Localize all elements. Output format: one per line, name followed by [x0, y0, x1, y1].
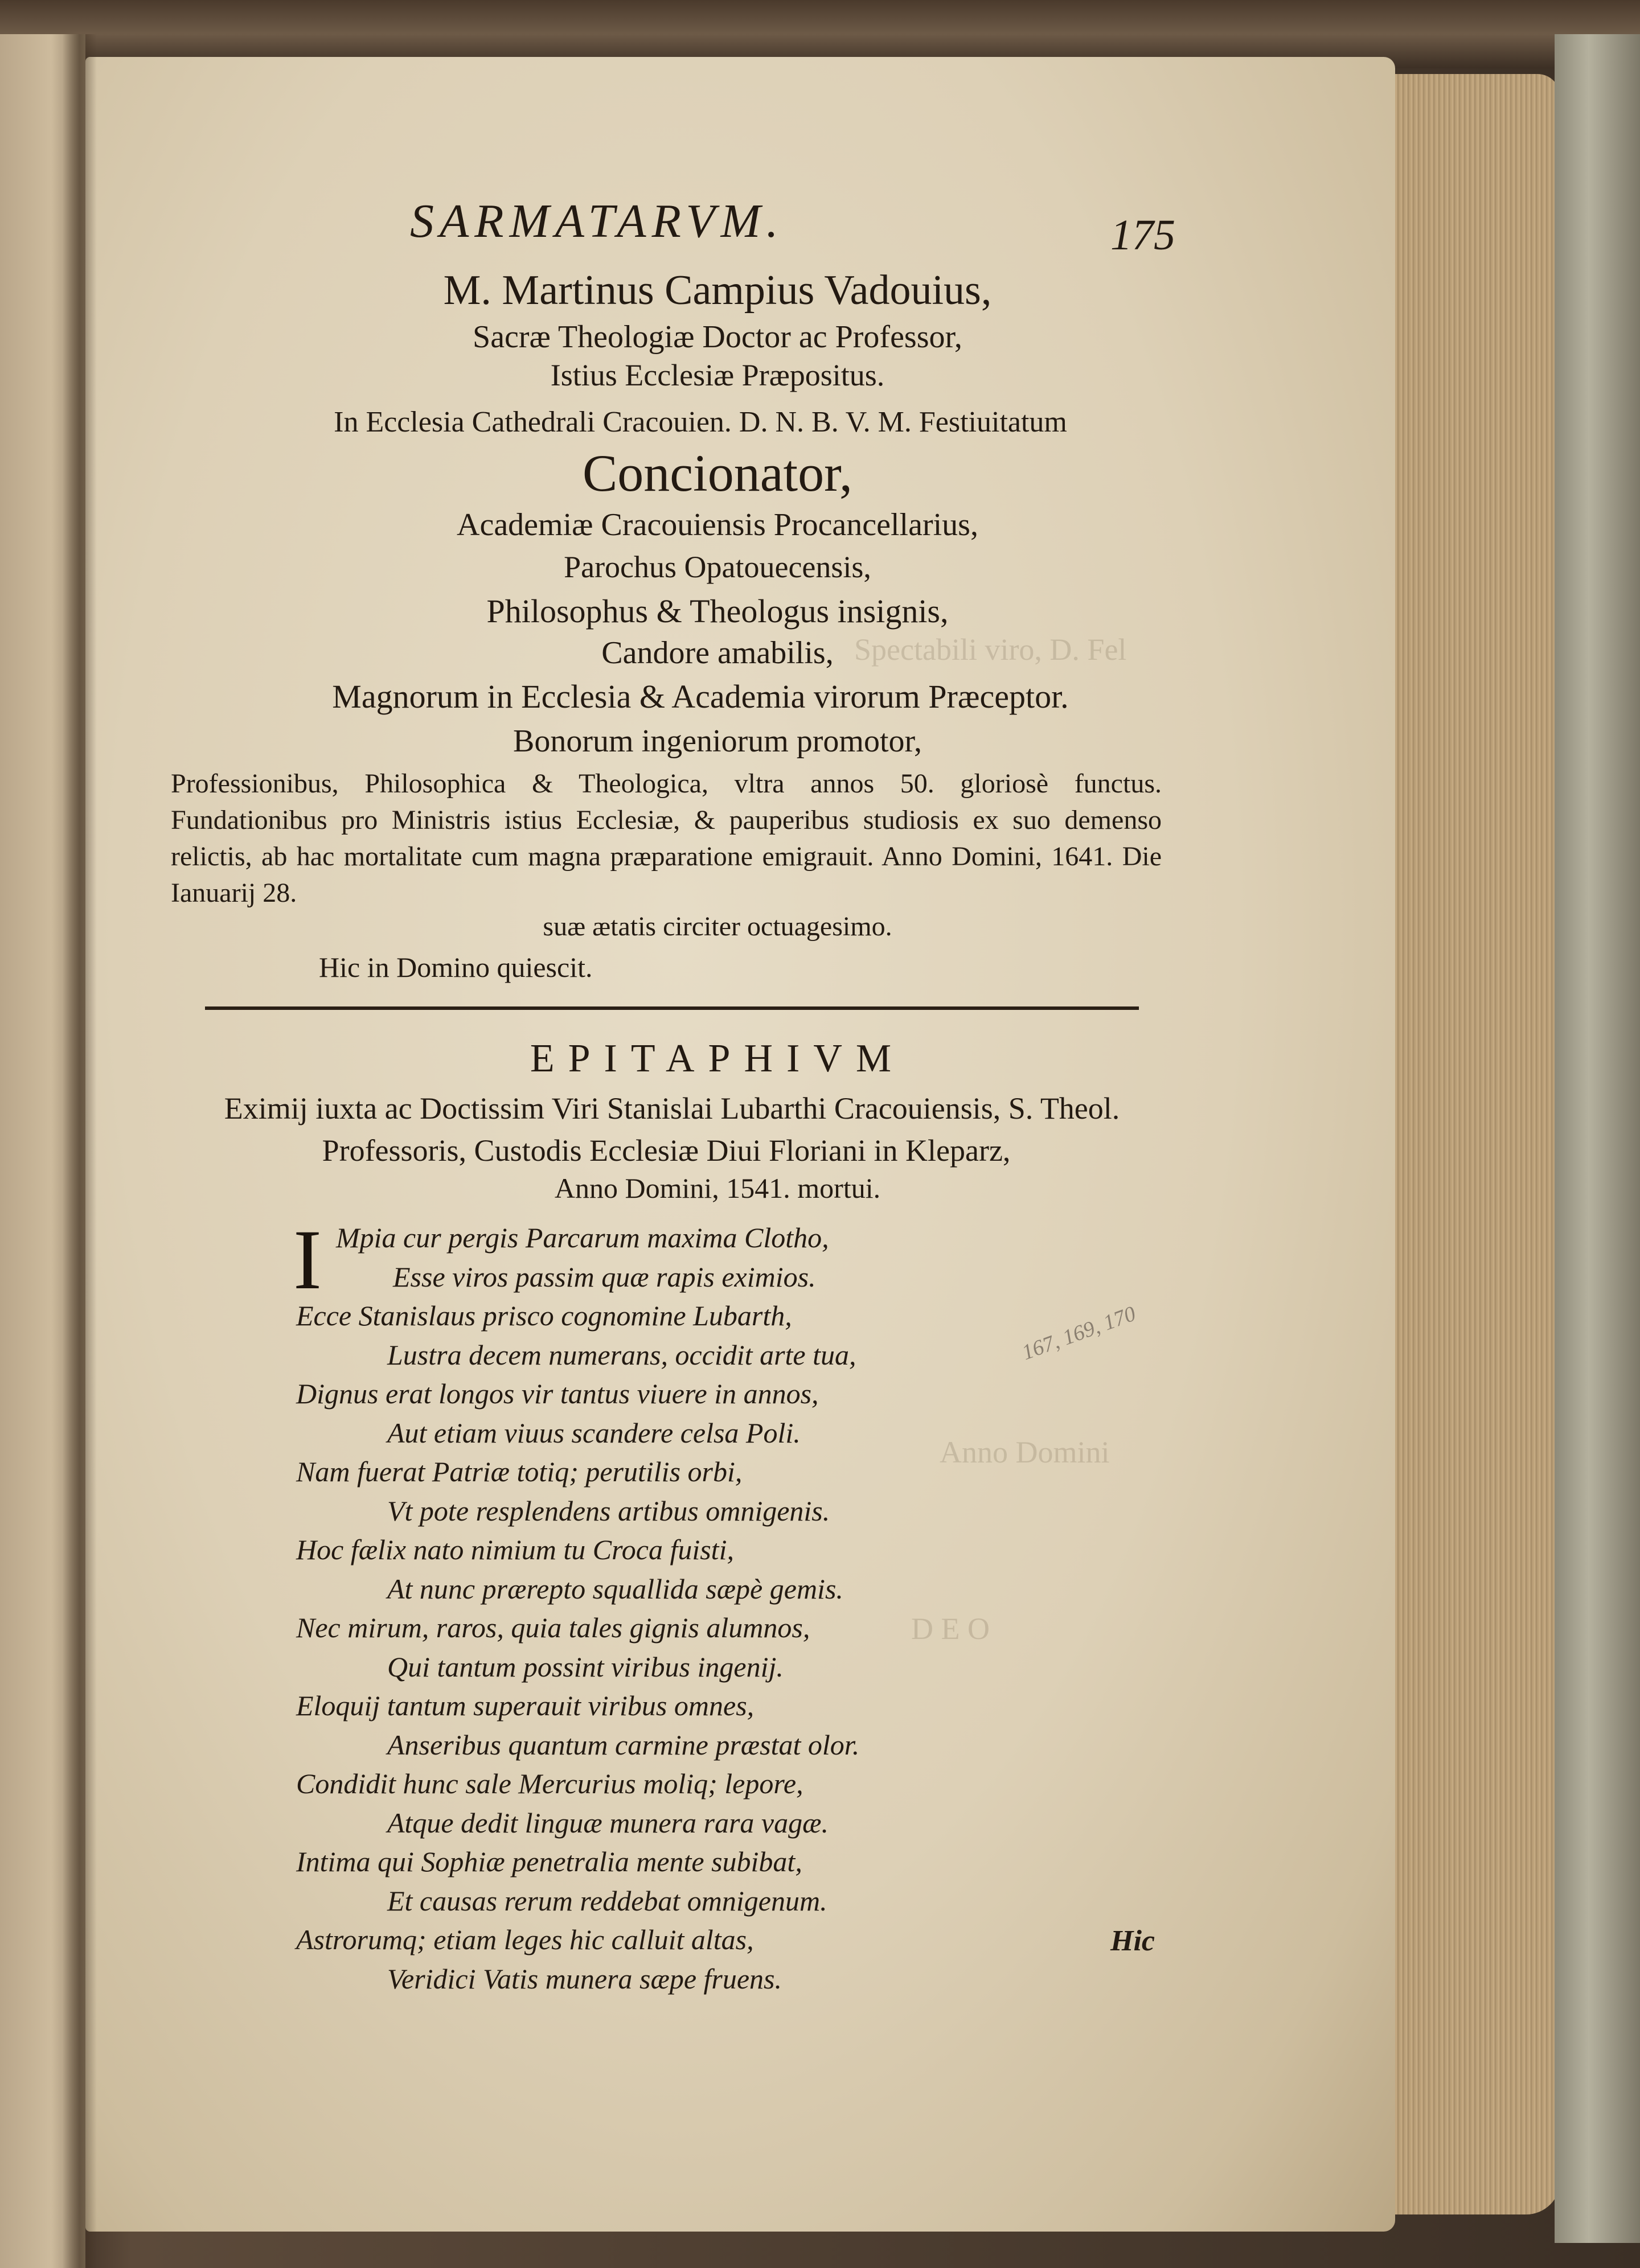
page-number: 175	[1110, 211, 1175, 259]
show-through-text: Anno Domini	[940, 1435, 1110, 1469]
poem-line: Anseribus quantum carmine præstat olor.	[387, 1728, 860, 1761]
poem-line: Et causas rerum reddebat omnigenum.	[387, 1884, 827, 1917]
epitaph-title: EPITAPHIVM	[530, 1037, 905, 1080]
poem-line: Vt pote resplendens artibus omnigenis.	[387, 1494, 830, 1527]
epitaph-intro-line: Eximij iuxta ac Doctissim Viri Stanislai Lubarthi Cracouiensis, S. Theol.	[224, 1091, 1120, 1125]
poem-line: At nunc prærepto squallida sæpè gemis.	[387, 1572, 843, 1605]
show-through-text: D E O	[911, 1612, 990, 1646]
poem-line: Veridici Vatis munera sæpe fruens.	[387, 1962, 782, 1995]
heading-line: In Ecclesia Cathedrali Cracouien. D. N. B. V. M. Festiuitatum	[334, 406, 1067, 438]
heading-line: Philosophus & Theologus insignis,	[486, 593, 949, 630]
heading-line: Magnorum in Ecclesia & Academia virorum Præceptor.	[332, 678, 1069, 715]
poem-line: Lustra decem numerans, occidit arte tua,	[387, 1338, 856, 1371]
poem-line: Atque dedit linguæ munera rara vagæ.	[387, 1806, 829, 1839]
epitaph-intro-line: Anno Domini, 1541. mortui.	[554, 1172, 881, 1204]
pencil-annotation: 167, 169, 170	[1019, 1301, 1139, 1365]
poem-line: Dignus erat longos vir tantus viuere in annos,	[296, 1378, 819, 1410]
poem-line: Intima qui Sophiæ penetralia mente subibat,	[296, 1846, 802, 1877]
heading-line: Parochus Opatouecensis,	[564, 550, 871, 584]
heading-line: Academiæ Cracouiensis Procancellarius,	[457, 507, 978, 543]
poem-line: Esse viros passim quæ rapis eximios.	[393, 1260, 816, 1293]
book-gutter-shadow	[63, 34, 97, 2268]
heading-line: M. Martinus Campius Vadouius,	[443, 267, 992, 314]
closing-line: Hic in Domino quiescit.	[319, 951, 593, 983]
heading-line: Istius Ecclesiæ Præpositus.	[550, 358, 885, 392]
heading-line: Bonorum ingeniorum promotor,	[513, 724, 922, 759]
poem-line: Nam fuerat Patriæ totiq; perutilis orbi,	[296, 1456, 743, 1488]
heading-line: Sacræ Theologiæ Doctor ac Professor,	[473, 319, 962, 355]
poem-line: Astrorumq; etiam leges hic calluit altas,	[296, 1924, 754, 1955]
epitaph-poem	[296, 1218, 1150, 1998]
page-fore-edge	[1389, 74, 1560, 2214]
poem-line: Mpia cur pergis Parcarum maxima Clotho,	[336, 1222, 829, 1254]
section-divider	[205, 1006, 1139, 1010]
poem-line: Hoc fælix nato nimium tu Croca fuisti,	[296, 1534, 734, 1566]
poem-line: Eloquij tantum superauit viribus omnes,	[296, 1690, 755, 1721]
biography-paragraph: Professionibus, Philosophica & Theologica, vltra annos 50. gloriosè functus. Fundationibus pro Ministris istius Ecclesiæ, & pauperibus studiosis ex suo demenso relictis, ab hac mortalitate cum magna præparatione emigrauit. Anno Domini, 1641. Die Ianuarij 28.	[171, 769, 1162, 908]
poem-line: Condidit hunc sale Mercurius moliq; lepore,	[296, 1768, 803, 1799]
book-cover-edge	[1555, 34, 1640, 2243]
poem-line: Ecce Stanislaus prisco cognomine Lubarth,	[296, 1300, 792, 1332]
poem-line: Qui tantum possint viribus ingenij.	[387, 1650, 784, 1683]
catchword: Hic	[1110, 1925, 1155, 1957]
closing-line: suæ ætatis circiter octuagesimo.	[543, 911, 892, 942]
heading-line: Candore amabilis,	[601, 635, 834, 671]
show-through-text: Spectabili viro, D. Fel	[854, 632, 1127, 667]
drop-cap: I	[293, 1213, 322, 1307]
poem-line: Nec mirum, raros, quia tales gignis alumnos,	[296, 1612, 810, 1644]
heading-line: Concionator,	[582, 444, 853, 502]
epitaph-intro-line: Professoris, Custodis Ecclesiæ Diui Floriani in Kleparz,	[322, 1133, 1011, 1168]
poem-line: Aut etiam viuus scandere celsa Poli.	[387, 1416, 801, 1449]
running-title: SARMATARVM.	[410, 195, 784, 248]
